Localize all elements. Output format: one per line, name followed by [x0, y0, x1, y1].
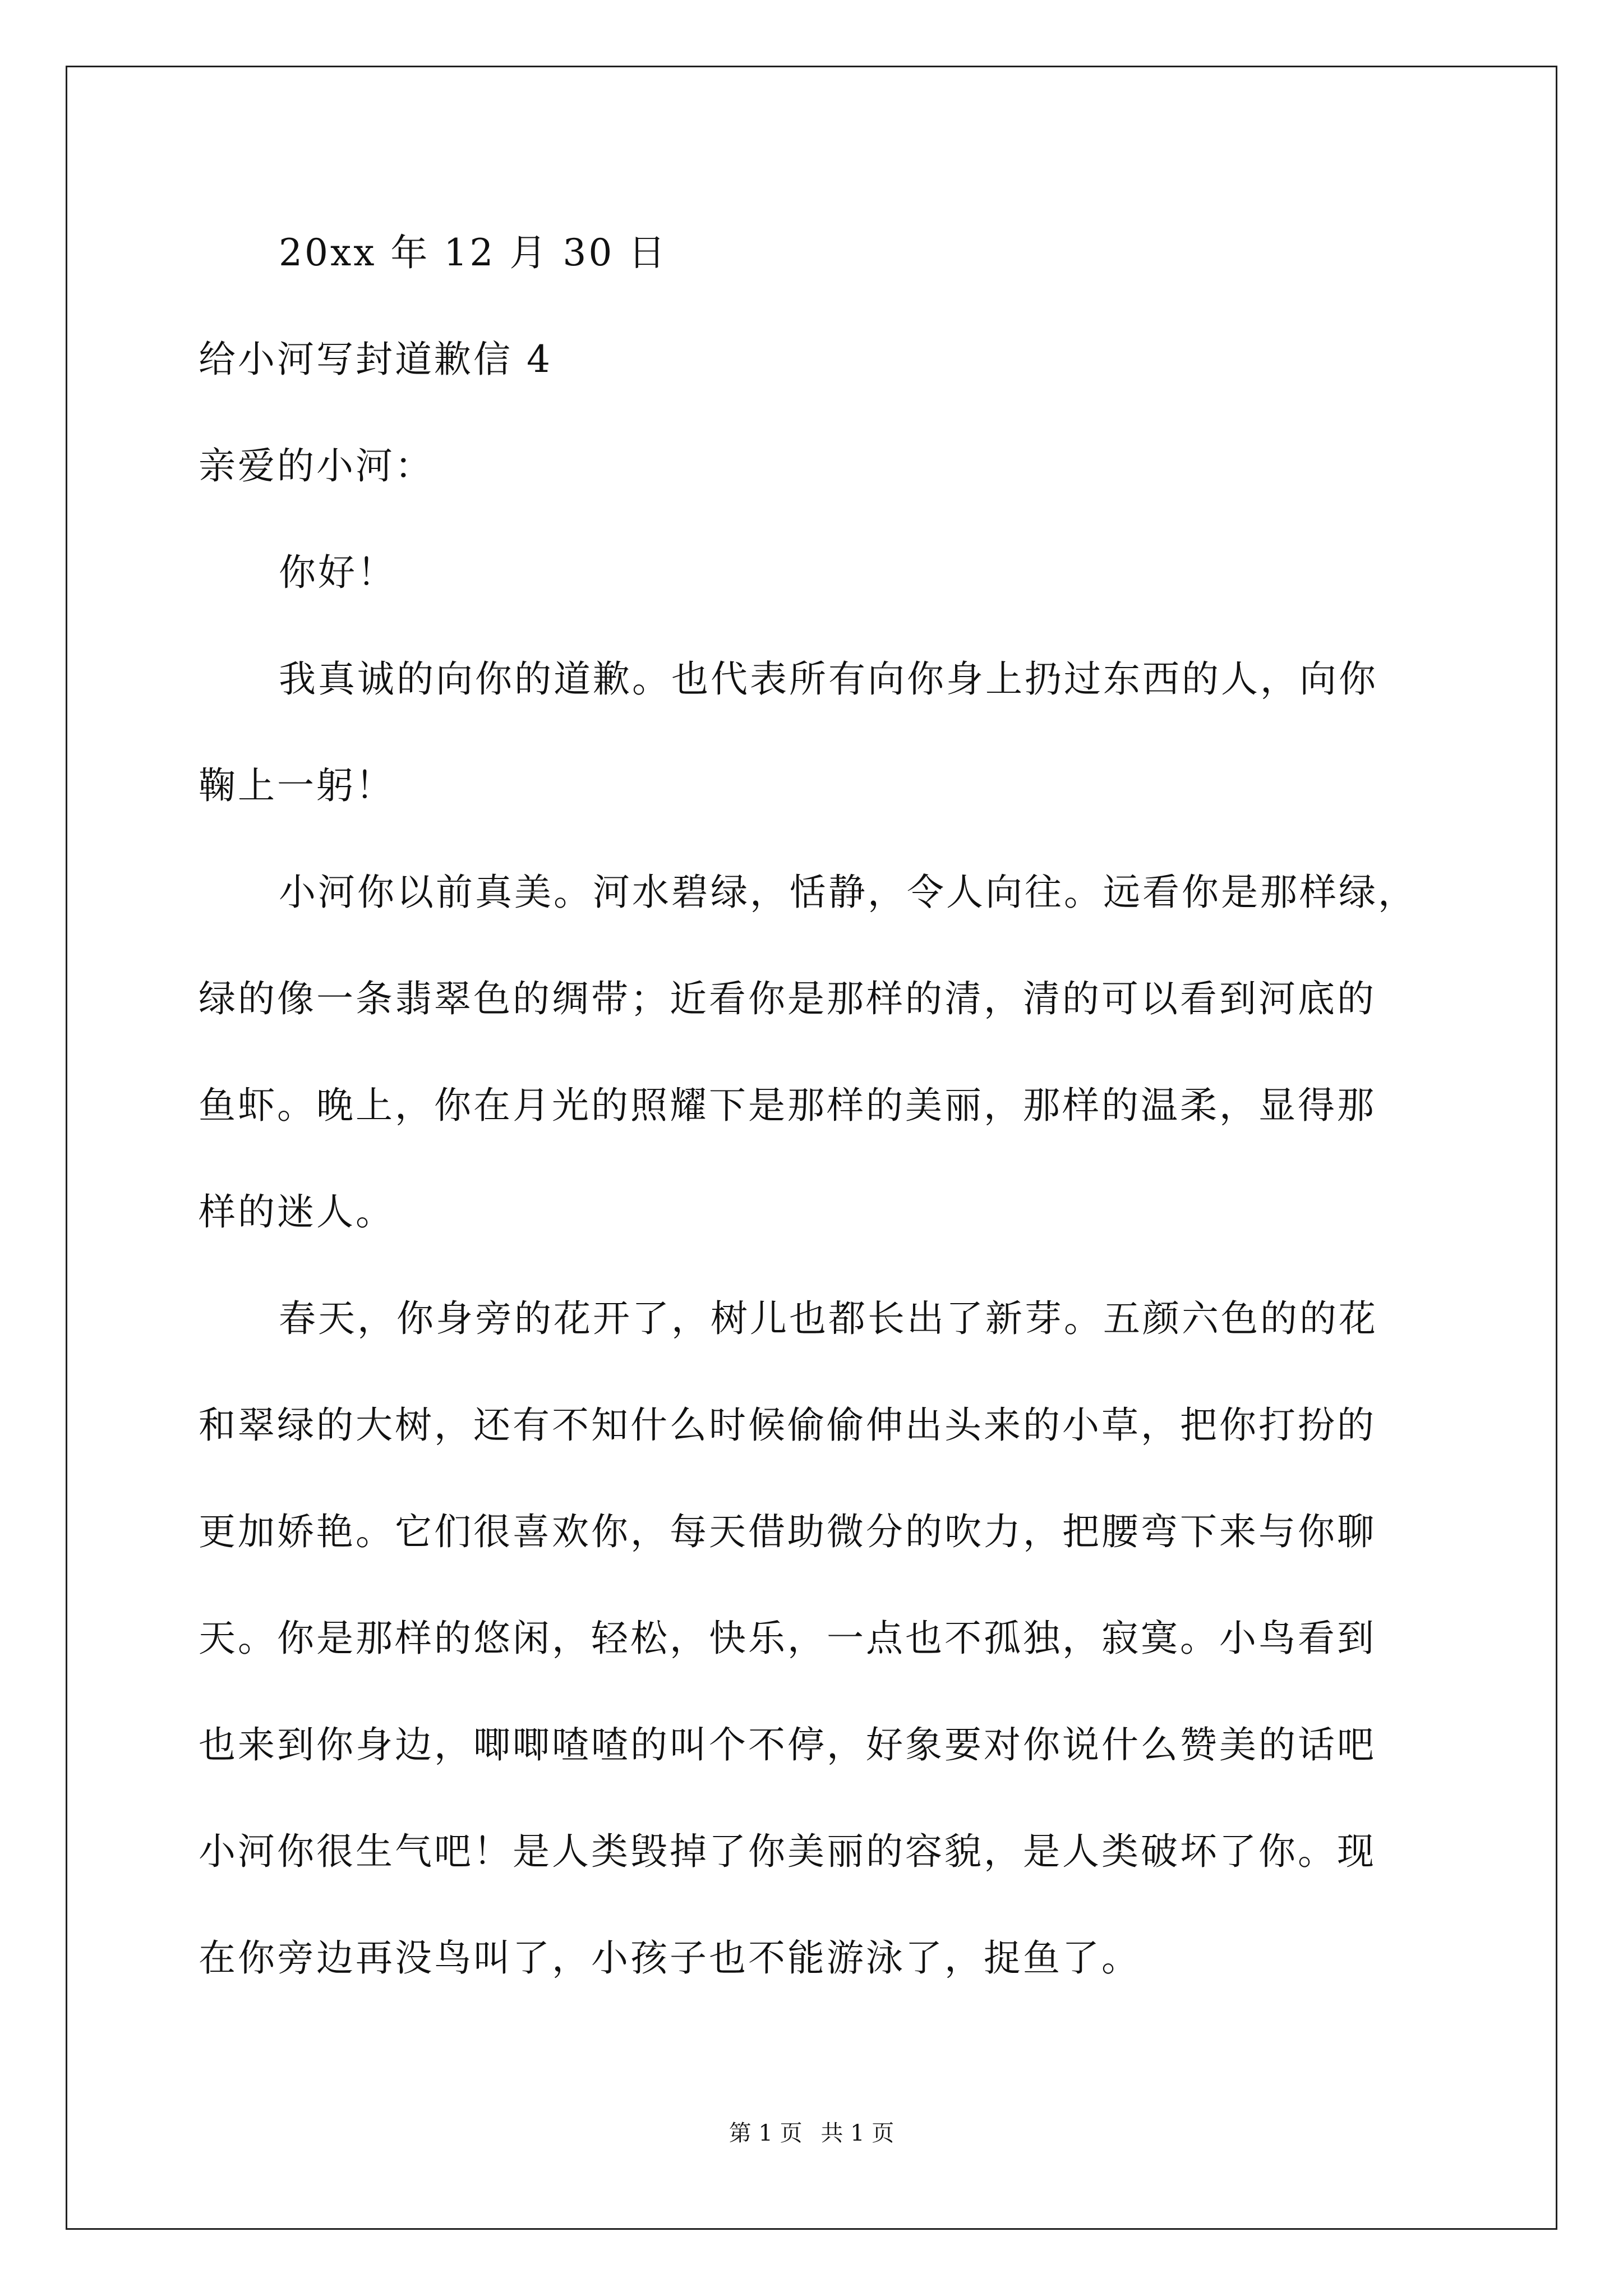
- page-number: 第 1 页: [728, 2120, 803, 2146]
- paragraph-3-line-2: 和翠绿的大树，还有不知什么时候偷偷伸出头来的小草，把你打扮的: [199, 1404, 1376, 1447]
- page-border: [66, 66, 1557, 2230]
- page-footer: [0, 2122, 1623, 2145]
- paragraph-3-line-7: 在你旁边再没鸟叫了，小孩子也不能游泳了，捉鱼了。: [199, 1936, 1141, 1980]
- paragraph-2-line-4: 样的迷人。: [199, 1190, 395, 1234]
- paragraph-2-line-3: 鱼虾。晚上，你在月光的照耀下是那样的美丽，那样的温柔，显得那: [199, 1084, 1376, 1127]
- paragraph-3-line-1: 春天，你身旁的花开了，树儿也都长出了新芽。五颜六色的的花: [279, 1297, 1378, 1340]
- letter-title: 给小河写封道歉信 4: [199, 338, 552, 381]
- page-total: 共 1 页: [820, 2120, 895, 2146]
- salutation: 亲爱的小河：: [199, 444, 434, 487]
- paragraph-1-line-1: 我真诚的向你的道歉。也代表所有向你身上扔过东西的人，向你: [279, 657, 1378, 701]
- paragraph-3-line-4: 天。你是那样的悠闲，轻松，快乐，一点也不孤独，寂寞。小鸟看到: [199, 1617, 1376, 1660]
- date-line: 20xx 年 12 月 30 日: [279, 231, 668, 274]
- paragraph-3-line-3: 更加娇艳。它们很喜欢你，每天借助微分的吹力，把腰弯下来与你聊: [199, 1510, 1376, 1553]
- paragraph-1-line-2: 鞠上一躬！: [199, 764, 395, 807]
- paragraph-2-line-2: 绿的像一条翡翠色的绸带；近看你是那样的清，清的可以看到河底的: [199, 977, 1376, 1020]
- paragraph-3-line-6: 小河你很生气吧！是人类毁掉了你美丽的容貌，是人类破坏了你。现: [199, 1830, 1376, 1873]
- paragraph-3-line-5: 也来到你身边，唧唧喳喳的叫个不停，好象要对你说什么赞美的话吧: [199, 1723, 1376, 1766]
- greeting: 你好！: [279, 551, 396, 594]
- paragraph-2-line-1: 小河你以前真美。河水碧绿，恬静，令人向往。远看你是那样绿，: [279, 871, 1417, 914]
